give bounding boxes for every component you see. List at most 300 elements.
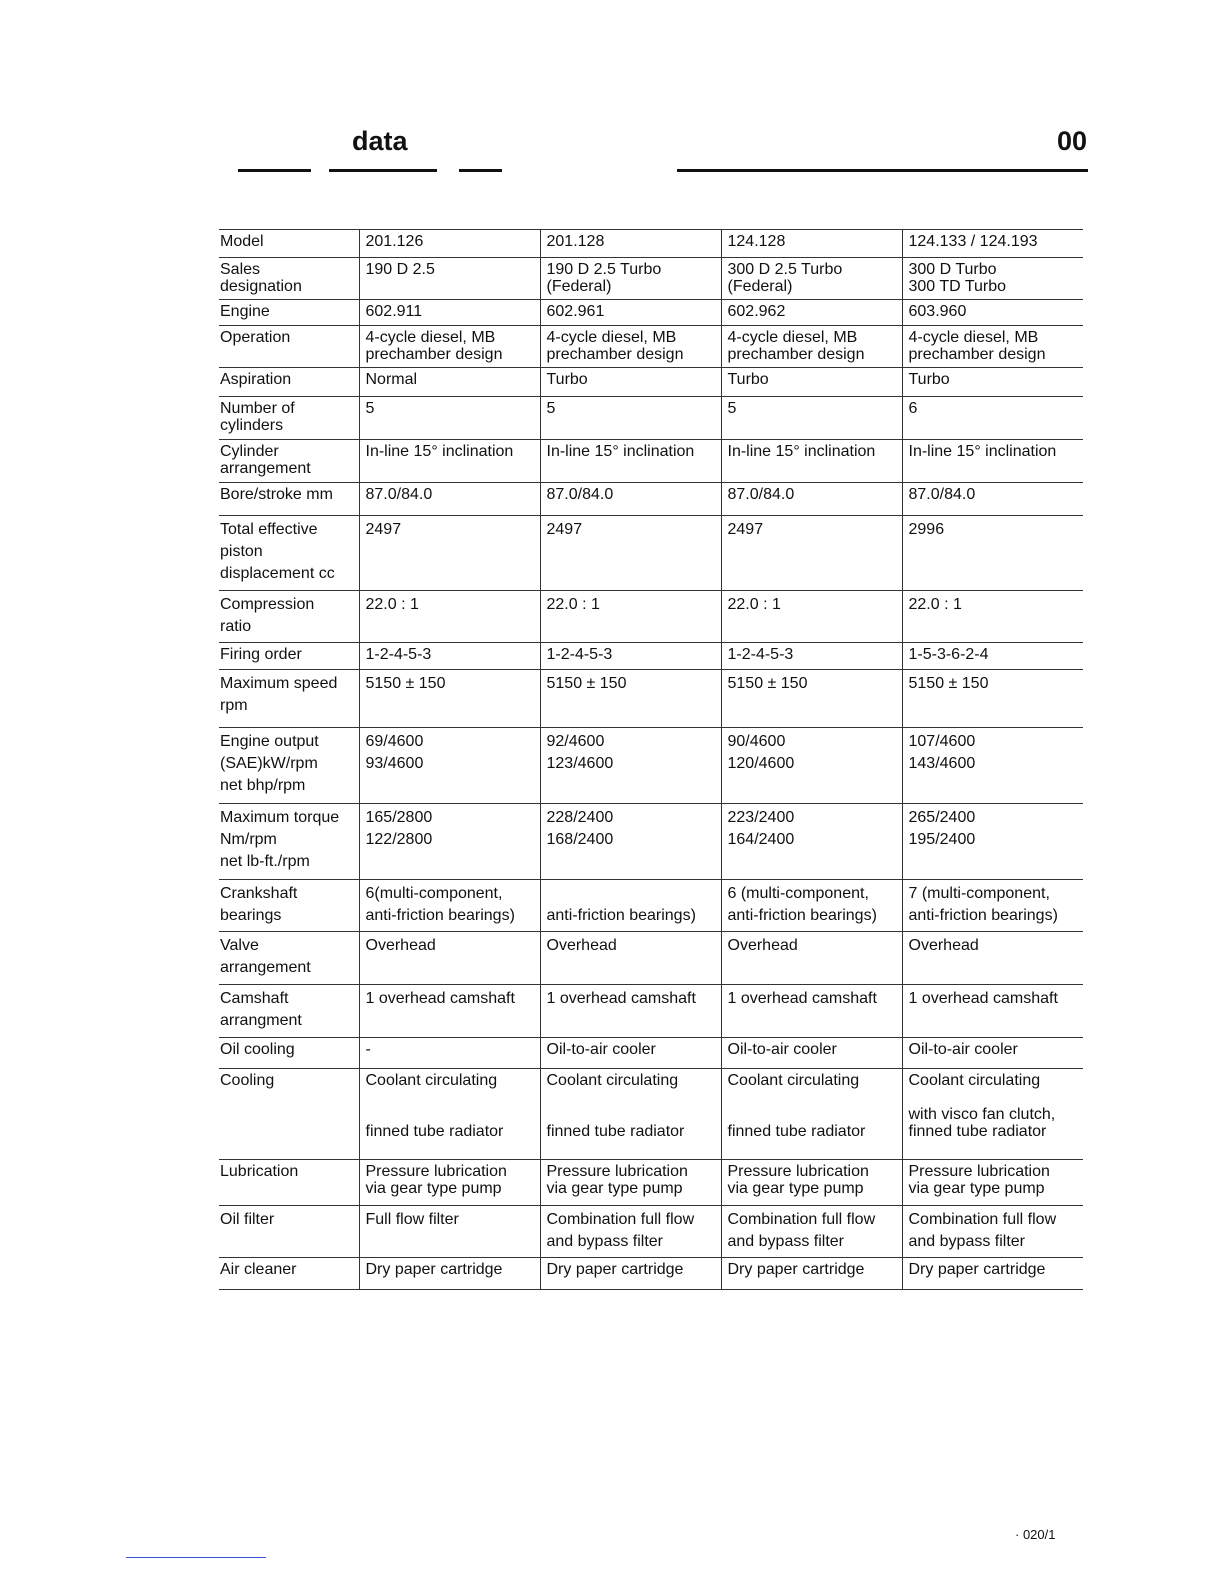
table-cell bbox=[540, 728, 721, 804]
cell-text: Dry paper cartridge bbox=[727, 1261, 865, 1278]
table-row bbox=[219, 591, 1083, 643]
table-cell bbox=[540, 326, 721, 368]
table-cell bbox=[540, 1258, 721, 1290]
cell-text: Oil-to-air cooler bbox=[908, 1041, 1018, 1058]
table-cell bbox=[359, 258, 540, 300]
cell-text: Oil-to-air cooler bbox=[546, 1041, 656, 1058]
cell-text: and bypass filter bbox=[727, 1233, 845, 1250]
cell-text: Turbo bbox=[546, 371, 588, 388]
cell-text: Coolant circulating bbox=[727, 1072, 860, 1089]
cell-text: 93/4600 bbox=[365, 755, 424, 772]
cell-text: with visco fan clutch, bbox=[908, 1106, 1056, 1123]
cell-text: 4-cycle diesel, MB bbox=[365, 329, 496, 346]
cell-text: 190 D 2.5 bbox=[365, 261, 435, 278]
table-row bbox=[219, 670, 1083, 728]
cell-text: 22.0 : 1 bbox=[908, 596, 962, 613]
row-label bbox=[219, 258, 359, 300]
cell-text: Aspiration bbox=[220, 371, 292, 388]
cell-text: finned tube radiator bbox=[908, 1123, 1047, 1140]
cell-text: Operation bbox=[220, 329, 291, 346]
table-cell bbox=[721, 643, 902, 670]
cell-text: 5150 ± 150 bbox=[727, 675, 808, 692]
table-cell bbox=[359, 1206, 540, 1258]
cell-text: Dry paper cartridge bbox=[908, 1261, 1046, 1278]
cell-text: via gear type pump bbox=[727, 1180, 864, 1197]
cell-text: 4-cycle diesel, MB bbox=[908, 329, 1039, 346]
cell-text: Cooling bbox=[220, 1072, 275, 1089]
table-row bbox=[219, 985, 1083, 1038]
cell-text: 602.961 bbox=[546, 303, 605, 320]
cell-text: Combination full flow bbox=[908, 1211, 1057, 1228]
cell-text: net lb-ft./rpm bbox=[220, 853, 310, 870]
table-cell bbox=[902, 670, 1083, 728]
table-cell bbox=[721, 728, 902, 804]
engine-spec-table bbox=[219, 229, 1083, 1290]
cell-text: 201.126 bbox=[365, 233, 424, 250]
header-rule bbox=[329, 169, 437, 172]
cell-text: anti-friction bearings) bbox=[546, 907, 696, 924]
cell-text: Cylinder bbox=[220, 443, 279, 460]
table-cell bbox=[359, 1069, 540, 1160]
cell-text: In-line 15° inclination bbox=[365, 443, 514, 460]
cell-text: Nm/rpm bbox=[220, 831, 277, 848]
table-cell bbox=[721, 516, 902, 591]
row-label bbox=[219, 932, 359, 985]
cell-text: and bypass filter bbox=[908, 1233, 1026, 1250]
table-cell bbox=[902, 591, 1083, 643]
table-row bbox=[219, 483, 1083, 516]
table-row bbox=[219, 300, 1083, 326]
table-cell bbox=[721, 326, 902, 368]
table-cell bbox=[721, 670, 902, 728]
cell-text: Pressure lubrication bbox=[546, 1163, 688, 1180]
table-cell bbox=[359, 483, 540, 516]
cell-text: displacement cc bbox=[220, 565, 335, 582]
table-cell bbox=[721, 1160, 902, 1206]
cell-text: 1-2-4-5-3 bbox=[546, 646, 613, 663]
table-cell bbox=[359, 728, 540, 804]
cell-text: Turbo bbox=[908, 371, 950, 388]
table-row bbox=[219, 804, 1083, 880]
link-underline bbox=[126, 1557, 266, 1558]
row-label bbox=[219, 591, 359, 643]
table-cell bbox=[540, 804, 721, 880]
table-cell bbox=[902, 1160, 1083, 1206]
table-cell bbox=[540, 1160, 721, 1206]
table-cell bbox=[540, 1206, 721, 1258]
table-cell bbox=[540, 985, 721, 1038]
table-cell bbox=[902, 1206, 1083, 1258]
table-cell bbox=[721, 483, 902, 516]
table-cell bbox=[359, 985, 540, 1038]
cell-text: 124.133 / 124.193 bbox=[908, 233, 1038, 250]
cell-text: rpm bbox=[220, 697, 248, 714]
table-row bbox=[219, 258, 1083, 300]
cell-text: In-line 15° inclination bbox=[908, 443, 1057, 460]
row-label bbox=[219, 397, 359, 440]
table-row bbox=[219, 932, 1083, 985]
cell-text: 2497 bbox=[546, 521, 583, 538]
cell-text bbox=[547, 883, 715, 905]
cell-text: Combination full flow bbox=[546, 1211, 695, 1228]
table-cell bbox=[540, 1038, 721, 1069]
cell-text: 5150 ± 150 bbox=[546, 675, 627, 692]
cell-text: Engine bbox=[220, 303, 270, 320]
row-label bbox=[219, 516, 359, 591]
table-cell bbox=[902, 804, 1083, 880]
row-label bbox=[219, 300, 359, 326]
table-cell bbox=[359, 440, 540, 483]
row-label bbox=[219, 326, 359, 368]
table-row bbox=[219, 1160, 1083, 1206]
table-cell bbox=[359, 368, 540, 397]
cell-text: designation bbox=[220, 278, 302, 295]
cell-text: 5 bbox=[727, 400, 737, 417]
header-rule bbox=[459, 169, 502, 172]
table-row bbox=[219, 880, 1083, 932]
cell-text: 1 overhead camshaft bbox=[546, 990, 696, 1007]
cell-text: 5 bbox=[365, 400, 375, 417]
table-cell bbox=[721, 300, 902, 326]
cell-text: 1-2-4-5-3 bbox=[727, 646, 794, 663]
table-row bbox=[219, 440, 1083, 483]
table-cell bbox=[359, 1258, 540, 1290]
row-label bbox=[219, 985, 359, 1038]
cell-text: Coolant circulating bbox=[365, 1072, 498, 1089]
cell-text: 5150 ± 150 bbox=[908, 675, 989, 692]
cell-text: 4-cycle diesel, MB bbox=[727, 329, 858, 346]
table-cell bbox=[902, 985, 1083, 1038]
table-cell bbox=[902, 728, 1083, 804]
table-cell bbox=[540, 230, 721, 258]
cell-text: Number of bbox=[220, 400, 295, 417]
cell-text bbox=[728, 1089, 896, 1106]
cell-text: 1-5-3-6-2-4 bbox=[908, 646, 989, 663]
table-cell bbox=[359, 804, 540, 880]
cell-text: Overhead bbox=[908, 937, 979, 954]
table-row bbox=[219, 230, 1083, 258]
row-label bbox=[219, 1038, 359, 1069]
table-cell bbox=[359, 300, 540, 326]
cell-text: prechamber design bbox=[365, 346, 503, 363]
page-header-section: 00 bbox=[1057, 126, 1088, 156]
cell-text: arrangement bbox=[220, 959, 311, 976]
cell-text: 165/2800 bbox=[365, 809, 433, 826]
table-row bbox=[219, 397, 1083, 440]
table-cell bbox=[721, 880, 902, 932]
cell-text: In-line 15° inclination bbox=[546, 443, 695, 460]
cell-text: prechamber design bbox=[727, 346, 865, 363]
table-cell bbox=[540, 516, 721, 591]
cell-text: 90/4600 bbox=[727, 733, 786, 750]
cell-text bbox=[909, 1089, 1078, 1106]
cell-text: 124.128 bbox=[727, 233, 786, 250]
table-cell bbox=[902, 230, 1083, 258]
cell-text: Oil-to-air cooler bbox=[727, 1041, 837, 1058]
cell-text: Total effective bbox=[220, 521, 318, 538]
table-cell bbox=[540, 932, 721, 985]
table-cell bbox=[721, 932, 902, 985]
cell-text: Oil cooling bbox=[220, 1041, 295, 1058]
table-cell bbox=[721, 1206, 902, 1258]
cell-text: 195/2400 bbox=[908, 831, 976, 848]
cell-text: finned tube radiator bbox=[546, 1123, 685, 1140]
cell-text: 69/4600 bbox=[365, 733, 424, 750]
cell-text: Turbo bbox=[727, 371, 769, 388]
cell-text: Camshaft bbox=[220, 990, 289, 1007]
cell-text: ratio bbox=[220, 618, 252, 635]
cell-text: 603.960 bbox=[908, 303, 967, 320]
cell-text: Overhead bbox=[727, 937, 798, 954]
cell-text: Dry paper cartridge bbox=[365, 1261, 503, 1278]
table-cell bbox=[540, 643, 721, 670]
table-cell bbox=[359, 643, 540, 670]
cell-text: 2497 bbox=[727, 521, 764, 538]
cell-text: (SAE)kW/rpm bbox=[220, 755, 318, 772]
table-cell bbox=[902, 300, 1083, 326]
cell-text: Coolant circulating bbox=[908, 1072, 1041, 1089]
cell-text: 87.0/84.0 bbox=[365, 486, 433, 503]
page-header-title: data bbox=[352, 126, 408, 156]
table-cell bbox=[540, 670, 721, 728]
cell-text: Pressure lubrication bbox=[365, 1163, 507, 1180]
cell-text: 1 overhead camshaft bbox=[365, 990, 515, 1007]
table-cell bbox=[902, 368, 1083, 397]
table-cell bbox=[721, 440, 902, 483]
row-label bbox=[219, 1069, 359, 1160]
cell-text: 201.128 bbox=[546, 233, 605, 250]
table-cell bbox=[902, 440, 1083, 483]
cell-text: Sales bbox=[220, 261, 261, 278]
cell-text: 164/2400 bbox=[727, 831, 795, 848]
row-label bbox=[219, 643, 359, 670]
cell-text: Pressure lubrication bbox=[908, 1163, 1050, 1180]
row-label bbox=[219, 1206, 359, 1258]
table-cell bbox=[359, 326, 540, 368]
cell-text: Engine output bbox=[220, 733, 319, 750]
cell-text: Overhead bbox=[365, 937, 436, 954]
cell-text: 122/2800 bbox=[365, 831, 433, 848]
table-row bbox=[219, 326, 1083, 368]
row-label bbox=[219, 368, 359, 397]
cell-text: anti-friction bearings) bbox=[908, 907, 1058, 924]
cell-text: In-line 15° inclination bbox=[727, 443, 876, 460]
cell-text: net bhp/rpm bbox=[220, 777, 306, 794]
table-cell bbox=[359, 1038, 540, 1069]
cell-text: finned tube radiator bbox=[365, 1123, 504, 1140]
cell-text: (Federal) bbox=[546, 278, 612, 295]
cell-text: 2996 bbox=[908, 521, 945, 538]
table-cell bbox=[902, 483, 1083, 516]
table-cell bbox=[540, 397, 721, 440]
table-cell bbox=[359, 230, 540, 258]
cell-text: Lubrication bbox=[220, 1163, 299, 1180]
cell-text bbox=[728, 1106, 896, 1123]
table-cell bbox=[540, 368, 721, 397]
cell-text: via gear type pump bbox=[908, 1180, 1045, 1197]
table-cell bbox=[359, 1160, 540, 1206]
cell-text: 300 D 2.5 Turbo bbox=[727, 261, 843, 278]
cell-text: 168/2400 bbox=[546, 831, 614, 848]
table-cell bbox=[540, 258, 721, 300]
table-cell bbox=[721, 258, 902, 300]
cell-text: 602.962 bbox=[727, 303, 786, 320]
cell-text: piston bbox=[220, 543, 263, 560]
cell-text: prechamber design bbox=[546, 346, 684, 363]
cell-text: 87.0/84.0 bbox=[727, 486, 795, 503]
cell-text: anti-friction bearings) bbox=[727, 907, 877, 924]
table-cell bbox=[359, 397, 540, 440]
row-label bbox=[219, 1258, 359, 1290]
table-cell bbox=[359, 880, 540, 932]
cell-text: bearings bbox=[220, 907, 282, 924]
table-cell bbox=[359, 932, 540, 985]
cell-text: 602.911 bbox=[365, 303, 423, 320]
cell-text: Air cleaner bbox=[220, 1261, 297, 1278]
table-cell bbox=[721, 397, 902, 440]
table-cell bbox=[902, 880, 1083, 932]
cell-text bbox=[366, 1089, 534, 1106]
cell-text: 92/4600 bbox=[546, 733, 605, 750]
table-cell bbox=[359, 591, 540, 643]
cell-text: via gear type pump bbox=[546, 1180, 683, 1197]
cell-text: Firing order bbox=[220, 646, 302, 663]
cell-text: arrangment bbox=[220, 1012, 302, 1029]
page-number: · 020/1 bbox=[1015, 1527, 1056, 1542]
table-cell bbox=[540, 483, 721, 516]
cell-text: 1 overhead camshaft bbox=[727, 990, 877, 1007]
table-cell bbox=[540, 300, 721, 326]
cell-text: 223/2400 bbox=[727, 809, 795, 826]
cell-text: 6(multi-component, bbox=[365, 885, 503, 902]
row-label bbox=[219, 483, 359, 516]
cell-text: 4-cycle diesel, MB bbox=[546, 329, 677, 346]
cell-text: 1 overhead camshaft bbox=[908, 990, 1058, 1007]
row-label bbox=[219, 440, 359, 483]
cell-text: Overhead bbox=[546, 937, 617, 954]
header-rule bbox=[238, 169, 311, 172]
cell-text: Oil filter bbox=[220, 1211, 275, 1228]
header-rule bbox=[677, 169, 1088, 172]
cell-text: and bypass filter bbox=[546, 1233, 664, 1250]
row-label bbox=[219, 230, 359, 258]
cell-text: 7 (multi-component, bbox=[908, 885, 1050, 902]
cell-text: 300 TD Turbo bbox=[908, 278, 1007, 295]
cell-text: 22.0 : 1 bbox=[546, 596, 600, 613]
table-cell bbox=[902, 326, 1083, 368]
table-cell bbox=[902, 397, 1083, 440]
table-cell bbox=[540, 591, 721, 643]
cell-text: 5 bbox=[546, 400, 556, 417]
row-label bbox=[219, 1160, 359, 1206]
cell-text: cylinders bbox=[220, 417, 284, 434]
cell-text bbox=[547, 1106, 715, 1123]
cell-text: 87.0/84.0 bbox=[546, 486, 614, 503]
cell-text: Valve bbox=[220, 937, 259, 954]
table-cell bbox=[359, 516, 540, 591]
table-row bbox=[219, 1258, 1083, 1290]
row-label bbox=[219, 728, 359, 804]
cell-text: (Federal) bbox=[727, 278, 793, 295]
cell-text: 1-2-4-5-3 bbox=[365, 646, 432, 663]
table-cell bbox=[540, 1069, 721, 1160]
cell-text: Compression bbox=[220, 596, 315, 613]
cell-text: 228/2400 bbox=[546, 809, 614, 826]
row-label bbox=[219, 670, 359, 728]
row-label bbox=[219, 804, 359, 880]
table-cell bbox=[902, 932, 1083, 985]
cell-text: Normal bbox=[365, 371, 418, 388]
table-cell bbox=[721, 804, 902, 880]
table-cell bbox=[902, 516, 1083, 591]
cell-text: 265/2400 bbox=[908, 809, 976, 826]
cell-text: Pressure lubrication bbox=[727, 1163, 869, 1180]
cell-text bbox=[547, 1089, 715, 1106]
cell-text: - bbox=[365, 1041, 371, 1058]
cell-text: Full flow filter bbox=[365, 1211, 459, 1228]
table-cell bbox=[721, 985, 902, 1038]
table-row bbox=[219, 368, 1083, 397]
table-cell bbox=[540, 880, 721, 932]
table-row bbox=[219, 1069, 1083, 1160]
cell-text: Maximum speed bbox=[220, 675, 338, 692]
cell-text: arrangement bbox=[220, 460, 311, 477]
table-row bbox=[219, 516, 1083, 591]
table-cell bbox=[721, 1069, 902, 1160]
table-cell bbox=[902, 1038, 1083, 1069]
cell-text: Dry paper cartridge bbox=[546, 1261, 684, 1278]
cell-text: 300 D Turbo bbox=[908, 261, 997, 278]
cell-text: prechamber design bbox=[908, 346, 1046, 363]
row-label bbox=[219, 880, 359, 932]
table-row bbox=[219, 728, 1083, 804]
cell-text bbox=[366, 1106, 534, 1123]
cell-text: Bore/stroke mm bbox=[220, 486, 333, 503]
cell-text: finned tube radiator bbox=[727, 1123, 866, 1140]
table-row bbox=[219, 1206, 1083, 1258]
cell-text: 6 bbox=[908, 400, 918, 417]
cell-text: 190 D 2.5 Turbo bbox=[546, 261, 662, 278]
cell-text: 123/4600 bbox=[546, 755, 614, 772]
cell-text: Crankshaft bbox=[220, 885, 298, 902]
table-cell bbox=[721, 1038, 902, 1069]
cell-text: 87.0/84.0 bbox=[908, 486, 976, 503]
cell-text: 120/4600 bbox=[727, 755, 795, 772]
table-row bbox=[219, 1038, 1083, 1069]
cell-text: 22.0 : 1 bbox=[365, 596, 419, 613]
table-cell bbox=[359, 670, 540, 728]
table-cell bbox=[902, 258, 1083, 300]
table-cell bbox=[902, 1258, 1083, 1290]
table-cell bbox=[721, 368, 902, 397]
table-cell bbox=[540, 440, 721, 483]
cell-text: anti-friction bearings) bbox=[365, 907, 515, 924]
cell-text: 5150 ± 150 bbox=[365, 675, 446, 692]
table-cell bbox=[721, 230, 902, 258]
cell-text: Coolant circulating bbox=[546, 1072, 679, 1089]
cell-text: Combination full flow bbox=[727, 1211, 876, 1228]
table-cell bbox=[721, 591, 902, 643]
cell-text: via gear type pump bbox=[365, 1180, 502, 1197]
cell-text: 107/4600 bbox=[908, 733, 976, 750]
cell-text: 143/4600 bbox=[908, 755, 976, 772]
cell-text: 22.0 : 1 bbox=[727, 596, 781, 613]
cell-text: Maximum torque bbox=[220, 809, 340, 826]
table-cell bbox=[902, 643, 1083, 670]
cell-text: Model bbox=[220, 233, 264, 250]
table-row bbox=[219, 643, 1083, 670]
table-cell bbox=[902, 1069, 1083, 1160]
